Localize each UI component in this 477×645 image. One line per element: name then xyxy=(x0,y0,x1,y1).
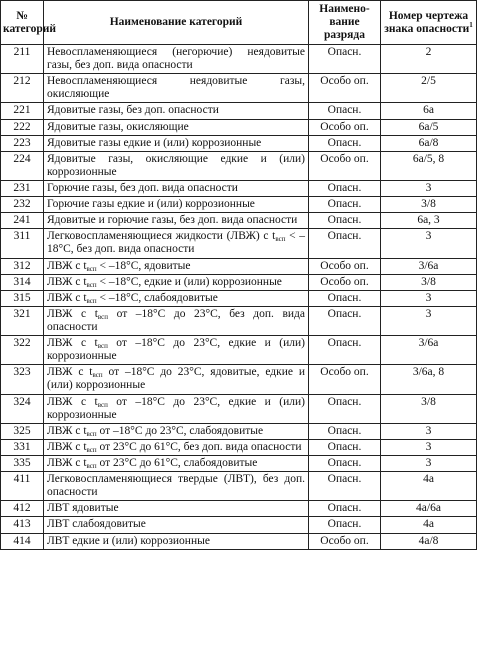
category-number: 411 xyxy=(1,472,44,501)
category-name xyxy=(44,290,309,306)
category-number: 335 xyxy=(1,455,44,471)
category-name-suffix: < –18°С, едкие и (или) коррозионные xyxy=(96,275,282,288)
table-row xyxy=(1,306,477,335)
category-name: Ядовитые газы, окисляющие едкие и (или) коррозионные xyxy=(44,151,309,180)
table-row xyxy=(1,533,477,549)
header-sign-number-text: Номер чертежа знака опасности xyxy=(384,9,470,35)
flash-point-subscript: всп xyxy=(86,280,97,289)
header-category-number: № категорий xyxy=(1,1,44,45)
rank-name: Особо оп. xyxy=(309,74,381,103)
hazard-sign-number: 3/8 xyxy=(381,274,477,290)
category-number: 241 xyxy=(1,213,44,229)
category-name: Невоспламеняющиеся (негорючие) неядовитые газы, без доп. вида опасности xyxy=(44,45,309,74)
table-row xyxy=(1,229,477,258)
rank-name: Особо оп. xyxy=(309,119,381,135)
hazard-sign-number: 3 xyxy=(381,439,477,455)
category-name-prefix: ЛВЖ с t xyxy=(47,337,98,350)
category-name xyxy=(44,365,309,394)
category-name-prefix: ЛВЖ с t xyxy=(47,366,93,379)
category-number: 322 xyxy=(1,336,44,365)
category-number: 412 xyxy=(1,501,44,517)
category-name: Ядовитые газы, окисляющие xyxy=(44,119,309,135)
category-name: Ядовитые и горючие газы, без доп. вида опасности xyxy=(44,213,309,229)
category-name-prefix: ЛВЖ с t xyxy=(47,424,87,437)
rank-name: Опасн. xyxy=(309,103,381,119)
category-name-suffix: от –18°С до 23°С, едкие и (или) коррозионные xyxy=(47,337,305,363)
category-name-prefix: ЛВЖ с t xyxy=(47,456,87,469)
category-name xyxy=(44,439,309,455)
category-name xyxy=(44,423,309,439)
table-row xyxy=(1,135,477,151)
rank-name: Опасн. xyxy=(309,306,381,335)
category-name xyxy=(44,336,309,365)
category-name: ЛВТ слабоядовитые xyxy=(44,517,309,533)
rank-name: Опасн. xyxy=(309,336,381,365)
category-name-suffix: от –18°С до 23°С, слабоядовитые xyxy=(96,424,264,437)
category-name: Горючие газы, без доп. вида опасности xyxy=(44,180,309,196)
flash-point-subscript: всп xyxy=(86,429,97,438)
header-rank-name: Наимено-вание разряда xyxy=(309,1,381,45)
rank-name: Опасн. xyxy=(309,135,381,151)
category-name-suffix: от 23°С до 61°С, без доп. вида опасности xyxy=(96,440,302,453)
category-name-prefix: ЛВЖ с t xyxy=(47,307,98,320)
category-name: ЛВТ едкие и (или) коррозионные xyxy=(44,533,309,549)
rank-name: Опасн. xyxy=(309,472,381,501)
table-body xyxy=(1,45,477,550)
hazard-sign-number: 3 xyxy=(381,306,477,335)
table-row xyxy=(1,197,477,213)
category-number: 323 xyxy=(1,365,44,394)
hazard-sign-number: 3 xyxy=(381,229,477,258)
rank-name: Опасн. xyxy=(309,213,381,229)
rank-name: Опасн. xyxy=(309,501,381,517)
category-name-suffix: от –18°С до 23°С, едкие и (или) коррозионные xyxy=(47,395,305,421)
category-number: 311 xyxy=(1,229,44,258)
category-number: 231 xyxy=(1,180,44,196)
rank-name: Опасн. xyxy=(309,290,381,306)
category-name-suffix: < –18°С, слабоядовитые xyxy=(96,291,218,304)
flash-point-subscript: всп xyxy=(97,342,108,351)
rank-name: Опасн. xyxy=(309,517,381,533)
hazard-sign-number: 3/6а xyxy=(381,258,477,274)
rank-name: Опасн. xyxy=(309,229,381,258)
category-name: Ядовитые газы, без доп. опасности xyxy=(44,103,309,119)
header-category-name: Наименование категорий xyxy=(44,1,309,45)
hazard-sign-number: 3 xyxy=(381,423,477,439)
table-row xyxy=(1,394,477,423)
rank-name: Особо оп. xyxy=(309,274,381,290)
category-number: 324 xyxy=(1,394,44,423)
rank-name: Особо оп. xyxy=(309,258,381,274)
table-row xyxy=(1,423,477,439)
category-name: Невоспламеняющиеся неядовитые газы, окисляющие xyxy=(44,74,309,103)
category-name-prefix: ЛВЖ с t xyxy=(47,395,98,408)
category-number: 325 xyxy=(1,423,44,439)
table-row xyxy=(1,180,477,196)
table-row xyxy=(1,290,477,306)
hazard-sign-number: 2/5 xyxy=(381,74,477,103)
rank-name: Опасн. xyxy=(309,45,381,74)
category-name-suffix: от 23°С до 61°С, слабоядовитые xyxy=(96,456,258,469)
rank-name: Особо оп. xyxy=(309,365,381,394)
table-row xyxy=(1,258,477,274)
category-number: 312 xyxy=(1,258,44,274)
flash-point-subscript: всп xyxy=(86,461,97,470)
table-row xyxy=(1,74,477,103)
rank-name: Опасн. xyxy=(309,423,381,439)
category-name-prefix: ЛВЖ с t xyxy=(47,440,87,453)
hazard-sign-number: 6а/5 xyxy=(381,119,477,135)
category-name-prefix: ЛВЖ с t xyxy=(47,259,87,272)
rank-name: Опасн. xyxy=(309,394,381,423)
rank-name: Особо оп. xyxy=(309,151,381,180)
hazard-sign-number: 4а/8 xyxy=(381,533,477,549)
table-row xyxy=(1,45,477,74)
hazard-sign-number: 3/6а, 8 xyxy=(381,365,477,394)
table-header-row xyxy=(1,1,477,45)
hazard-sign-number: 3 xyxy=(381,180,477,196)
hazard-sign-number: 3/8 xyxy=(381,394,477,423)
category-number: 224 xyxy=(1,151,44,180)
hazard-sign-number: 3/8 xyxy=(381,197,477,213)
header-sign-number xyxy=(381,1,477,45)
hazard-sign-number: 4а xyxy=(381,472,477,501)
category-name: Горючие газы едкие и (или) коррозионные xyxy=(44,197,309,213)
hazard-sign-number: 6а/5, 8 xyxy=(381,151,477,180)
table-row xyxy=(1,439,477,455)
category-name xyxy=(44,306,309,335)
table-row xyxy=(1,274,477,290)
category-name: ЛВТ ядовитые xyxy=(44,501,309,517)
category-name xyxy=(44,258,309,274)
hazard-sign-number: 4а xyxy=(381,517,477,533)
category-number: 222 xyxy=(1,119,44,135)
category-name-prefix: ЛВЖ с t xyxy=(47,275,87,288)
category-number: 212 xyxy=(1,74,44,103)
table-row xyxy=(1,472,477,501)
category-number: 413 xyxy=(1,517,44,533)
table-row xyxy=(1,213,477,229)
flash-point-subscript: всп xyxy=(92,371,103,380)
category-name xyxy=(44,229,309,258)
category-number: 211 xyxy=(1,45,44,74)
table-row xyxy=(1,501,477,517)
category-name xyxy=(44,394,309,423)
flash-point-subscript: всп xyxy=(86,445,97,454)
category-name-suffix: от –18°С до 23°С, ядовитые, едкие и (или) коррозионные xyxy=(47,366,305,392)
category-number: 331 xyxy=(1,439,44,455)
category-number: 414 xyxy=(1,533,44,549)
rank-name: Опасн. xyxy=(309,197,381,213)
table-row xyxy=(1,365,477,394)
rank-name: Опасн. xyxy=(309,455,381,471)
flash-point-subscript: всп xyxy=(275,235,286,244)
category-name: Легковоспламеняющиеся твердые (ЛВТ), без доп. опасности xyxy=(44,472,309,501)
hazard-sign-number: 2 xyxy=(381,45,477,74)
category-number: 315 xyxy=(1,290,44,306)
table-row xyxy=(1,151,477,180)
category-number: 314 xyxy=(1,274,44,290)
header-footnote-mark: 1 xyxy=(469,20,473,29)
table-row xyxy=(1,119,477,135)
category-name-suffix: < –18°С, ядовитые xyxy=(96,259,191,272)
hazard-sign-number: 6а, 3 xyxy=(381,213,477,229)
category-name-prefix: ЛВЖ с t xyxy=(47,291,87,304)
flash-point-subscript: всп xyxy=(86,264,97,273)
hazard-sign-number: 6а xyxy=(381,103,477,119)
flash-point-subscript: всп xyxy=(86,296,97,305)
table-row xyxy=(1,103,477,119)
hazard-sign-number: 3/6а xyxy=(381,336,477,365)
category-name xyxy=(44,274,309,290)
category-name-suffix: < –18°С, без доп. вида опасности xyxy=(47,230,305,256)
rank-name: Опасн. xyxy=(309,439,381,455)
hazard-sign-number: 6а/8 xyxy=(381,135,477,151)
category-name-suffix: от –18°С до 23°С, без доп. вида опасности xyxy=(47,307,305,333)
category-name xyxy=(44,455,309,471)
category-name: Ядовитые газы едкие и (или) коррозионные xyxy=(44,135,309,151)
rank-name: Опасн. xyxy=(309,180,381,196)
flash-point-subscript: всп xyxy=(97,400,108,409)
table-row xyxy=(1,336,477,365)
table-row xyxy=(1,455,477,471)
flash-point-subscript: всп xyxy=(97,312,109,321)
category-number: 232 xyxy=(1,197,44,213)
hazard-sign-number: 4а/6а xyxy=(381,501,477,517)
rank-name: Особо оп. xyxy=(309,533,381,549)
category-number: 321 xyxy=(1,306,44,335)
hazard-sign-number: 3 xyxy=(381,290,477,306)
table-row xyxy=(1,517,477,533)
category-number: 223 xyxy=(1,135,44,151)
hazard-sign-number: 3 xyxy=(381,455,477,471)
category-name-prefix: Легковоспламеняющиеся жидкости (ЛВЖ) с t xyxy=(47,230,276,243)
category-number: 221 xyxy=(1,103,44,119)
